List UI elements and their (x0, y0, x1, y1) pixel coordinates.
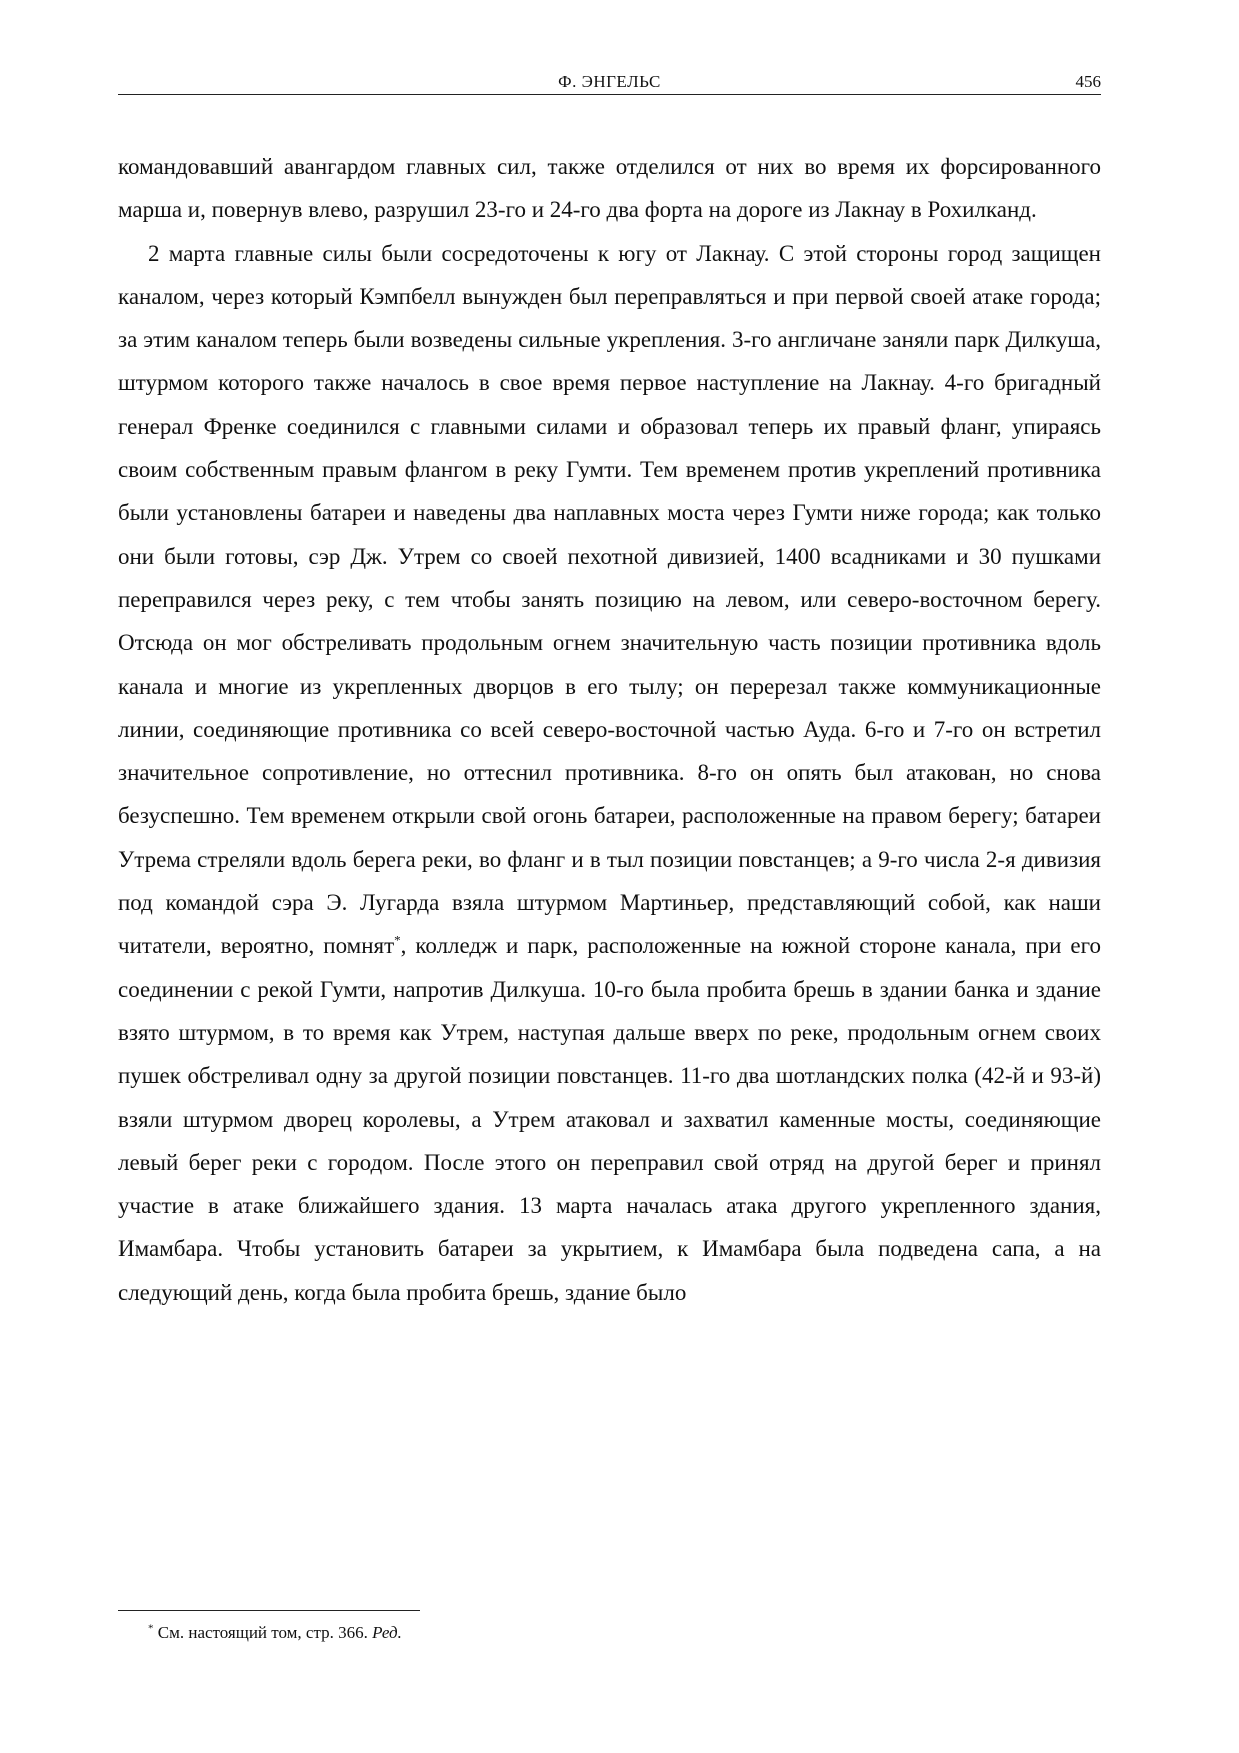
paragraph-continuation: командовавший авангардом главных сил, также отделился от них во время их форсированного марша и, повернув влево, разрушил 23-го и 24-го два форта на дороге из Лакнау в Рохилканд. (118, 154, 1101, 223)
paragraph-text-part-1: 2 марта главные силы были сосредоточены к югу от Лакнау. С этой стороны город защищен каналом, через который Кэмпбелл вынужден был переправляться и при первой своей атаке города; за этим каналом теперь были возведены сильные укрепления. 3-го англичане заняли парк Дилкуша, штурмом которого также началось в свое время первое наступление на Лакнау. 4-го бригадный генерал Френке соединился с главными силами и образовал теперь их правый фланг, упираясь своим собственным правым флангом в реку Гумти. Тем временем против укреплений противника были установлены батареи и наведены два наплавных моста через Гумти ниже города; как только они были готовы, сэр Дж. Утрем со своей пехотной дивизией, 1400 всадниками и 30 пушками переправился через реку, с тем чтобы занять позицию на левом, или северо-восточном берегу. Отсюда он мог обстреливать продольным огнем значительную часть позиции противника вдоль канала и многие из укрепленных дворцов в его тылу; он перерезал также коммуникационные линии, соединяющие противника со всей северо-восточной частью Ауда. 6-го и 7-го он встретил значительное сопротивление, но оттеснил противника. 8-го он опять был атакован, но снова безуспешно. Тем временем открыли свой огонь батареи, расположенные на правом берегу; батареи Утрема стреляли вдоль берега реки, во фланг и в тыл позиции повстанцев; а 9-го числа 2-я дивизия под командой сэра Э. Лугарда взяла штурмом Мартиньер, представляющий собой, как наши читатели, вероятно, помнят (118, 240, 1101, 959)
header-author: Ф. ЭНГЕЛЬС (558, 72, 661, 91)
footnote-text: См. настоящий том, стр. 366. (157, 1623, 368, 1642)
footnote-mark: * (148, 1622, 154, 1635)
footnote-editor-note: Ред. (372, 1623, 402, 1642)
footnote-divider (118, 1610, 420, 1611)
paragraph-text-part-2: , колледж и парк, расположенные на южной стороне канала, при его соединении с рекой Гумти, напротив Дилкуша. 10-го была пробита брешь в здании банка и здание взято штурмом, в то время как Утрем, наступая дальше вверх по реке, продольным огнем своих пушек обстреливал одну за другой позиции повстанцев. 11-го два шотландских полка (42-й и 93-й) взяли штурмом дворец королевы, а Утрем атаковал и захватил каменные мосты, соединяющие левый берег реки с городом. После этого он переправил свой отряд на другой берег и принял участие в атаке ближайшего здания. 13 марта началась атака другого укрепленного здания, Имамбара. Чтобы установить батареи за укрытием, к Имамбара была подведена сапа, а на следующий день, когда была пробита брешь, здание было (118, 933, 1102, 1305)
main-text (118, 145, 1101, 1314)
footnote-reference[interactable]: * (394, 932, 401, 948)
page-number: 456 (1075, 72, 1101, 91)
running-header (118, 72, 1101, 95)
footnote (148, 1622, 402, 1644)
paragraph-march-2 (118, 232, 1101, 1314)
